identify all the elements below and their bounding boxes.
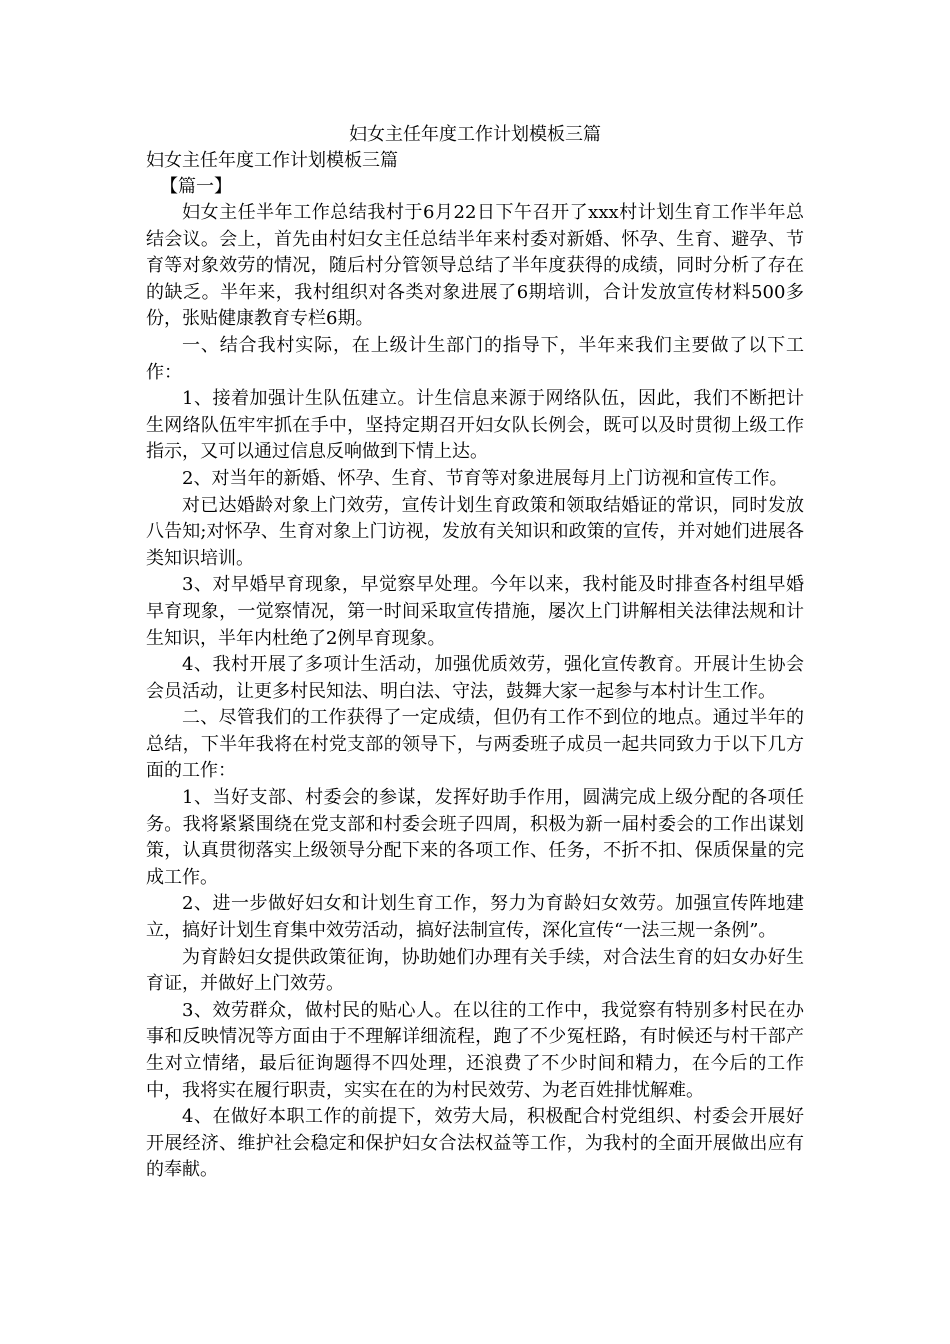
- paragraph-summary: 妇女主任半年工作总结我村于6月22日下午召开了xxx村计划生育工作半年总结会议。会上，首先由村妇女主任总结半年来村委对新婚、怀孕、生育、避孕、节育等对象效劳的情况，随后村分管领导总结了半年度获得的成绩，同时分析了存在的缺乏。半年来，我村组织对各类对象进展了6期培训，合计发放宣传材料500多份，张贴健康教育专栏6期。: [146, 202, 804, 330]
- paragraph-plan-2-detail: 为育龄妇女提供政策征询，协助她们办理有关手续，对合法生育的妇女办好生育证，并做好上门效劳。: [146, 946, 804, 995]
- paragraph-item-1: 1、接着加强计生队伍建立。计生信息来源于网络队伍，因此，我们不断把计生网络队伍牢牢抓在手中，坚持定期召开妇女队长例会，既可以及时贯彻上级工作指示，又可以通过信息反响做到下情上达。: [146, 388, 804, 463]
- paragraph-plan-1: 1、当好支部、村委会的参谋，发挥好助手作用，圆满完成上级分配的各项任务。我将紧紧围绕在党支部和村委会班子四周，积极为新一届村委会的工作出谋划策，认真贯彻落实上级领导分配下来的各项工作、任务，不折不扣、保质保量的完成工作。: [146, 787, 804, 888]
- paragraph-item-2: 2、对当年的新婚、怀孕、生育、节育等对象进展每月上门访视和宣传工作。: [182, 467, 788, 489]
- paragraph-plan-4: 4、在做好本职工作的前提下，效劳大局，积极配合村党组织、村委会开展好开展经济、维护社会稳定和保护妇女合法权益等工作，为我村的全面开展做出应有的奉献。: [146, 1106, 804, 1181]
- paragraph-plan-3: 3、效劳群众，做村民的贴心人。在以往的工作中，我觉察有特别多村民在办事和反映情况等方面由于不理解详细流程，跑了不少冤枉路，有时候还与村干部产生对立情绪，最后征询题得不四处理，还浪费了不少时间和精力，在今后的工作中，我将实在履行职责，实实在在的为村民效劳、为老百姓排忧解难。: [146, 999, 804, 1101]
- document-subtitle: 妇女主任年度工作计划模板三篇: [146, 150, 398, 171]
- section-heading: 【篇一】: [160, 176, 232, 197]
- paragraph-item-2-detail: 对已达婚龄对象上门效劳，宣传计划生育政策和领取结婚证的常识，同时发放八告知;对怀孕、生育对象上门访视，发放有关知识和政策的宣传，并对她们进展各类知识培训。: [146, 494, 804, 569]
- document-page: [146, 122, 804, 1184]
- paragraph-item-3: 3、对早婚早育现象，早觉察早处理。今年以来，我村能及时排查各村组早婚早育现象，一觉察情况，第一时间采取宣传措施，屡次上门讲解相关法律法规和计生知识，半年内杜绝了2例早育现象。: [146, 574, 804, 649]
- paragraph-plan-2: 2、进一步做好妇女和计划生育工作，努力为育龄妇女效劳。加强宣传阵地建立，搞好计划生育集中效劳活动，搞好法制宣传，深化宣传“一法三规一条例”。: [146, 893, 804, 942]
- paragraph-part-two-heading: 二、尽管我们的工作获得了一定成绩，但仍有工作不到位的地点。通过半年的总结，下半年我将在村党支部的领导下，与两委班子成员一起共同致力于以下几方面的工作：: [146, 707, 804, 782]
- document-title: 妇女主任年度工作计划模板三篇: [349, 124, 601, 145]
- paragraph-part-one-heading: 一、结合我村实际，在上级计生部门的指导下，半年来我们主要做了以下工作：: [146, 334, 804, 383]
- paragraph-item-4: 4、我村开展了多项计生活动，加强优质效劳，强化宣传教育。开展计生协会会员活动，让更多村民知法、明白法、守法，鼓舞大家一起参与本村计生工作。: [146, 654, 804, 702]
